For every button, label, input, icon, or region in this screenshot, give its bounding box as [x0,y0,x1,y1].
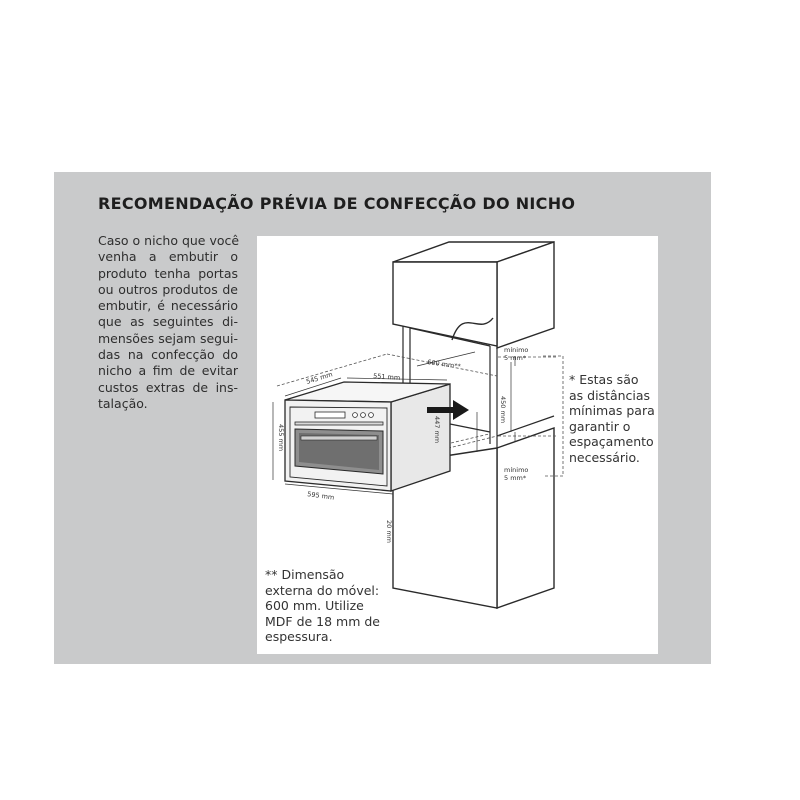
dim-600: 600 mm** [426,358,462,371]
dim-447: 447 mm [433,416,441,444]
note-line: necessário. [569,449,640,465]
dim-min-bottom-2: 5 mm* [504,474,527,482]
note-line: espessura. [265,629,333,644]
note-line: espaçamento [569,434,654,449]
dim-20: 20 mm [385,520,393,544]
dim-min-top-2: 5 mm* [504,354,527,362]
note-line: * Estas são [569,372,639,387]
note-line: as distâncias [569,387,651,403]
external-dimension-note [265,567,380,645]
note-line: ** Dimensão [265,567,345,582]
dim-min-top-1: mínimo [504,346,529,354]
intro-line: embutir, é necessário [98,298,238,314]
note-line: 600 mm. Utilize [265,598,364,613]
dim-545: 545 mm [305,370,334,386]
intro-line: produto tenha portas [98,265,238,281]
upper-cabinet [393,242,554,348]
section-heading: RECOMENDAÇÃO PRÉVIA DE CONFECÇÃO DO NICHO [98,194,576,213]
dim-551: 551 mm [372,372,401,382]
oven-door-window [295,429,383,474]
intro-paragraph [98,233,238,412]
dim-595: 595 mm [306,490,335,502]
dim-455: 455 mm [277,424,285,452]
minimum-distance-note [569,372,655,465]
intro-line: nicho a fim de evitar [98,363,238,379]
note-line: garantir o [569,418,631,434]
intro-line: custos extras de ins- [98,379,238,395]
intro-line: mensões sejam segui- [98,330,238,346]
dim-450: 450 mm [499,396,507,424]
intro-line: Caso o nicho que você [98,233,240,248]
intro-line: que as seguintes di- [98,314,238,330]
intro-line: venha a embutir o [98,249,238,265]
intro-line: ou outros produtos de [98,281,238,297]
note-line: mínimas para [569,403,655,418]
note-line: externa do móvel: [265,582,380,598]
recommendation-panel [54,172,711,664]
intro-line: talação. [98,395,148,411]
intro-line: das na confecção do [98,347,238,363]
note-line: MDF de 18 mm de [265,613,381,629]
installation-diagram [257,236,658,654]
dim-min-bottom-1: mínimo [504,466,529,474]
